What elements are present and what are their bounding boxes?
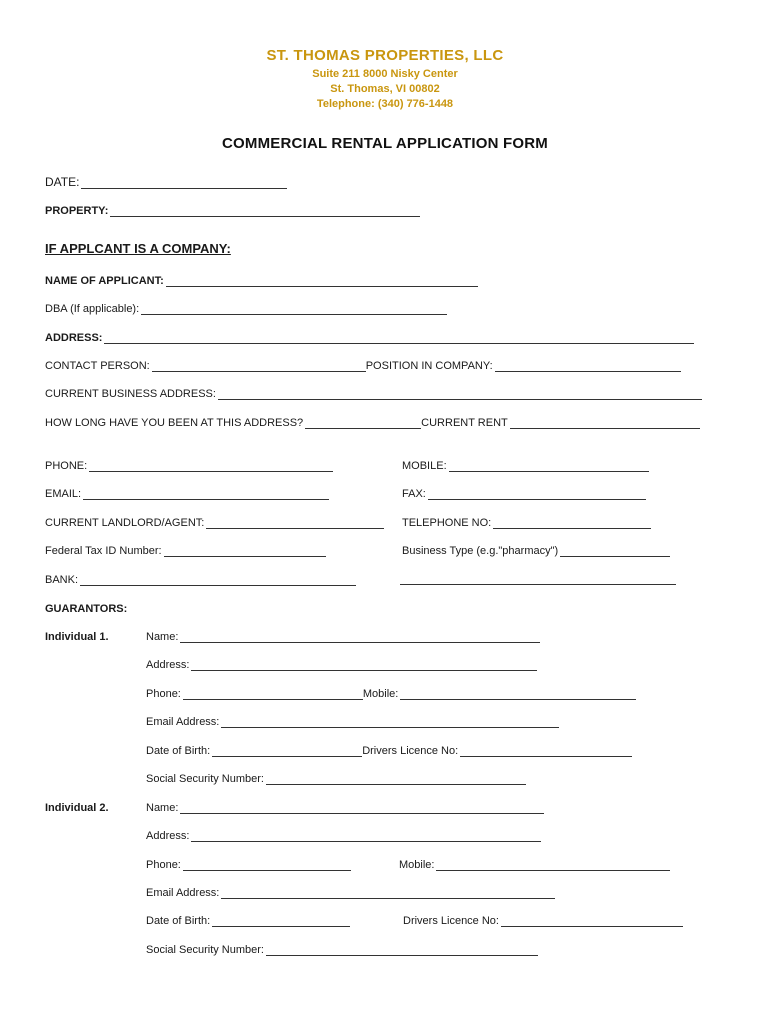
fax-field[interactable]: [428, 489, 646, 500]
fax-label: FAX:: [402, 488, 426, 500]
company-section-heading: IF APPLCANT IS A COMPANY:: [45, 241, 231, 256]
ind1-mobile-field[interactable]: [400, 689, 636, 700]
ind2-ssn-row: [146, 944, 538, 956]
contact-person-field[interactable]: [152, 361, 366, 372]
telephone-no-row: [402, 517, 651, 529]
how-long-field[interactable]: [305, 418, 421, 429]
phone-row: [45, 460, 333, 472]
ind2-email-row: [146, 887, 555, 899]
ind1-name-field[interactable]: [180, 632, 540, 643]
bank-extra-row: [400, 574, 676, 585]
mobile-row: [402, 460, 649, 472]
mobile-field[interactable]: [449, 461, 649, 472]
ind2-name-label: Name:: [146, 802, 179, 814]
business-address-row: [45, 388, 702, 400]
ind1-name-row: [146, 631, 540, 643]
date-row: [45, 175, 287, 189]
ind2-mobile-label: Mobile:: [399, 859, 435, 871]
ind2-phone-row: [146, 859, 351, 871]
property-label: PROPERTY:: [45, 205, 109, 217]
property-field[interactable]: [110, 206, 420, 217]
ind2-licence-label: Drivers Licence No:: [403, 915, 499, 927]
guarantors-heading-label: GUARANTORS:: [45, 603, 128, 615]
ind2-email-label: Email Address:: [146, 887, 220, 899]
ind1-phone-row: [146, 688, 636, 700]
current-rent-label: CURRENT RENT: [421, 417, 508, 429]
company-name: ST. THOMAS PROPERTIES, LLC: [266, 47, 504, 64]
bank-label: BANK:: [45, 574, 79, 586]
bank-extra-field[interactable]: [400, 574, 676, 585]
ind1-address-label: Address:: [146, 659, 190, 671]
current-rent-field[interactable]: [510, 418, 700, 429]
tax-id-row: [45, 545, 326, 557]
ind2-ssn-label: Social Security Number:: [146, 944, 264, 956]
address-label: ADDRESS:: [45, 332, 103, 344]
ind1-licence-field[interactable]: [460, 746, 632, 757]
phone-label: PHONE:: [45, 460, 88, 472]
ind2-dob-field[interactable]: [212, 916, 350, 927]
individual1-label: [45, 631, 109, 643]
ind1-phone-field[interactable]: [183, 689, 363, 700]
company-address-line2: St. Thomas, VI 00802: [330, 83, 440, 95]
individual1-label-text: Individual 1.: [45, 631, 109, 643]
address-row: [45, 332, 694, 344]
phone-field[interactable]: [89, 461, 333, 472]
form-title: COMMERCIAL RENTAL APPLICATION FORM: [222, 135, 548, 152]
applicant-name-row: [45, 275, 478, 287]
ind1-dob-field[interactable]: [212, 746, 362, 757]
ind2-mobile-field[interactable]: [436, 860, 670, 871]
contact-row: [45, 360, 681, 372]
bank-field[interactable]: [80, 575, 356, 586]
dba-row: [45, 303, 447, 315]
business-address-label: CURRENT BUSINESS ADDRESS:: [45, 388, 216, 400]
ind2-dob-label: Date of Birth:: [146, 915, 211, 927]
ind2-licence-row: [403, 915, 683, 927]
tax-id-label: Federal Tax ID Number:: [45, 545, 162, 557]
ind2-ssn-field[interactable]: [266, 945, 538, 956]
ind1-ssn-field[interactable]: [266, 774, 526, 785]
ind2-name-row: [146, 802, 544, 814]
tax-id-field[interactable]: [164, 546, 326, 557]
business-address-field[interactable]: [218, 389, 702, 400]
ind2-phone-field[interactable]: [183, 860, 351, 871]
ind2-mobile-row: [399, 859, 670, 871]
business-type-field[interactable]: [560, 546, 670, 557]
telephone-no-field[interactable]: [493, 518, 651, 529]
date-field[interactable]: [81, 178, 287, 189]
position-field[interactable]: [495, 361, 681, 372]
position-label: POSITION IN COMPANY:: [365, 360, 493, 372]
company-address-line1: Suite 211 8000 Nisky Center: [312, 68, 458, 80]
ind2-licence-field[interactable]: [501, 916, 683, 927]
ind1-name-label: Name:: [146, 631, 179, 643]
ind2-phone-label: Phone:: [146, 859, 181, 871]
landlord-field[interactable]: [206, 518, 384, 529]
date-label: DATE:: [45, 175, 80, 189]
ind1-dob-label: Date of Birth:: [146, 745, 211, 757]
tenure-row: [45, 417, 700, 429]
ind2-address-label: Address:: [146, 830, 190, 842]
ind2-name-field[interactable]: [180, 803, 544, 814]
ind1-phone-label: Phone:: [146, 688, 181, 700]
landlord-label: CURRENT LANDLORD/AGENT:: [45, 517, 205, 529]
address-field[interactable]: [104, 333, 694, 344]
business-type-label: Business Type (e.g."pharmacy"): [402, 545, 559, 557]
ind2-address-row: [146, 830, 541, 842]
dba-field[interactable]: [141, 304, 447, 315]
fax-row: [402, 488, 646, 500]
email-row: [45, 488, 329, 500]
ind1-licence-label: Drivers Licence No:: [362, 745, 459, 757]
ind2-dob-row: [146, 915, 350, 927]
ind1-address-row: [146, 659, 537, 671]
applicant-name-label: NAME OF APPLICANT:: [45, 275, 164, 287]
dba-label: DBA (If applicable):: [45, 303, 140, 315]
applicant-name-field[interactable]: [166, 276, 478, 287]
bank-row: [45, 574, 356, 586]
individual2-label-text: Individual 2.: [45, 802, 109, 814]
individual2-label: [45, 802, 109, 814]
guarantors-heading: [45, 603, 127, 615]
ind1-email-field[interactable]: [221, 717, 559, 728]
email-label: EMAIL:: [45, 488, 82, 500]
business-type-row: [402, 545, 670, 557]
contact-person-label: CONTACT PERSON:: [45, 360, 150, 372]
email-field[interactable]: [83, 489, 329, 500]
ind2-email-field[interactable]: [221, 888, 555, 899]
ind1-email-label: Email Address:: [146, 716, 220, 728]
mobile-label: MOBILE:: [402, 460, 447, 472]
company-telephone: Telephone: (340) 776-1448: [316, 98, 454, 110]
property-row: [45, 205, 420, 217]
ind1-dob-row: [146, 745, 632, 757]
landlord-row: [45, 517, 384, 529]
ind1-ssn-label: Social Security Number:: [146, 773, 264, 785]
how-long-label: HOW LONG HAVE YOU BEEN AT THIS ADDRESS?: [45, 417, 304, 429]
ind2-address-field[interactable]: [191, 831, 541, 842]
ind1-mobile-label: Mobile:: [362, 688, 399, 700]
ind1-ssn-row: [146, 773, 526, 785]
ind1-email-row: [146, 716, 559, 728]
ind1-address-field[interactable]: [191, 660, 537, 671]
telephone-no-label: TELEPHONE NO:: [402, 517, 492, 529]
